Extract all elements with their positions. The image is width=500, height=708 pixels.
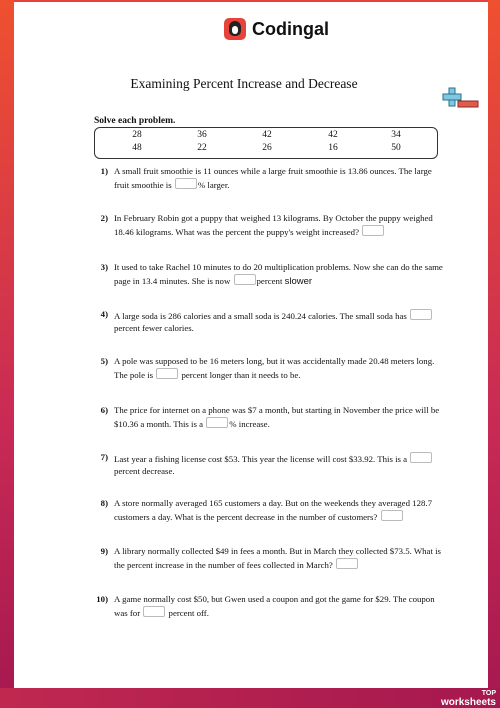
frame-left bbox=[0, 0, 14, 708]
problem-text: It used to take Rachel 10 minutes to do 20 multiplication problems. Now she can do the same page in 13.4 minutes. She is now percent slower bbox=[114, 262, 443, 287]
frame-bottom bbox=[0, 688, 500, 708]
bank-value: 34 bbox=[391, 130, 401, 140]
problem-text: In February Robin got a puppy that weighed 13 kilograms. By October the puppy weighed 18.46 kilograms. What was the percent the puppy's weight increased? bbox=[114, 213, 433, 237]
plus-minus-icon bbox=[440, 86, 480, 112]
answer-input[interactable] bbox=[362, 225, 384, 236]
answer-input[interactable] bbox=[410, 309, 432, 320]
problem-text: A small fruit smoothie is 11 ounces while a large fruit smoothie is 13.86 ounces. The large fruit smoothie is % larger. bbox=[114, 166, 432, 190]
bank-value: 16 bbox=[328, 143, 338, 153]
slower-label: slower bbox=[284, 275, 313, 287]
answer-input[interactable] bbox=[143, 606, 165, 617]
answer-input[interactable] bbox=[234, 274, 256, 285]
problem-text: A large soda is 286 calories and a small soda is 240.24 calories. The small soda has percent fewer calories. bbox=[114, 309, 446, 334]
answer-input[interactable] bbox=[156, 368, 178, 379]
bank-value: 42 bbox=[328, 130, 338, 140]
bank-value: 22 bbox=[197, 143, 207, 153]
answer-bank bbox=[94, 127, 438, 159]
instruction-text: Solve each problem. bbox=[94, 116, 176, 126]
brand-logo bbox=[224, 18, 329, 40]
bank-value: 28 bbox=[132, 130, 142, 140]
problem-text: A library normally collected $49 in fees a month. But in March they collected $73.5. What is the percent increase in the number of fees collected in March? bbox=[114, 546, 441, 570]
worksheet-page bbox=[14, 2, 488, 688]
problem-number: 4) bbox=[100, 309, 108, 319]
answer-input[interactable] bbox=[175, 178, 197, 189]
answer-bank-row bbox=[95, 130, 437, 143]
bank-value: 50 bbox=[391, 143, 401, 153]
problem-text: A pole was supposed to be 16 meters long, but it was accidentally made 20.48 meters long. The pole is percent longer than it needs to be. bbox=[114, 356, 435, 380]
answer-bank-row bbox=[95, 143, 437, 156]
problem-number: 6) bbox=[100, 405, 108, 415]
bank-value: 26 bbox=[262, 143, 272, 153]
frame-right bbox=[488, 0, 500, 708]
topworksheets-watermark[interactable]: TOP worksheets bbox=[440, 690, 496, 708]
problem-number: 9) bbox=[100, 546, 108, 556]
problem-text: The price for internet on a phone was $7 a month, but starting in November the price will be $10.36 a month. This is a % increase. bbox=[114, 405, 440, 429]
brand-name: Codingal bbox=[252, 18, 329, 39]
answer-input[interactable] bbox=[410, 452, 432, 463]
problem-number: 10) bbox=[96, 594, 108, 604]
answer-input[interactable] bbox=[206, 417, 228, 428]
answer-input[interactable] bbox=[336, 558, 358, 569]
answer-input[interactable] bbox=[381, 510, 403, 521]
problem-text: Last year a fishing license cost $53. This year the license will cost $33.92. This is a percent decrease. bbox=[114, 452, 446, 477]
problem-number: 5) bbox=[100, 356, 108, 366]
problem-number: 8) bbox=[100, 498, 108, 508]
problem-number: 2) bbox=[100, 213, 108, 223]
problem-text: A store normally averaged 165 customers a day. But on the weekends they averaged 128.7 customers a day. What is the percent decrease in the number of customers? bbox=[114, 498, 432, 522]
bank-value: 36 bbox=[197, 130, 207, 140]
problem-text: A game normally cost $50, but Gwen used a coupon and got the game for $29. The coupon was for percent off. bbox=[114, 594, 435, 618]
bank-value: 48 bbox=[132, 143, 142, 153]
problem-number: 1) bbox=[100, 166, 108, 176]
problem-number: 3) bbox=[100, 262, 108, 272]
problem-number: 7) bbox=[100, 452, 108, 462]
worksheet-title: Examining Percent Increase and Decrease bbox=[130, 76, 358, 91]
penguin-icon bbox=[224, 18, 246, 40]
bank-value: 42 bbox=[262, 130, 272, 140]
